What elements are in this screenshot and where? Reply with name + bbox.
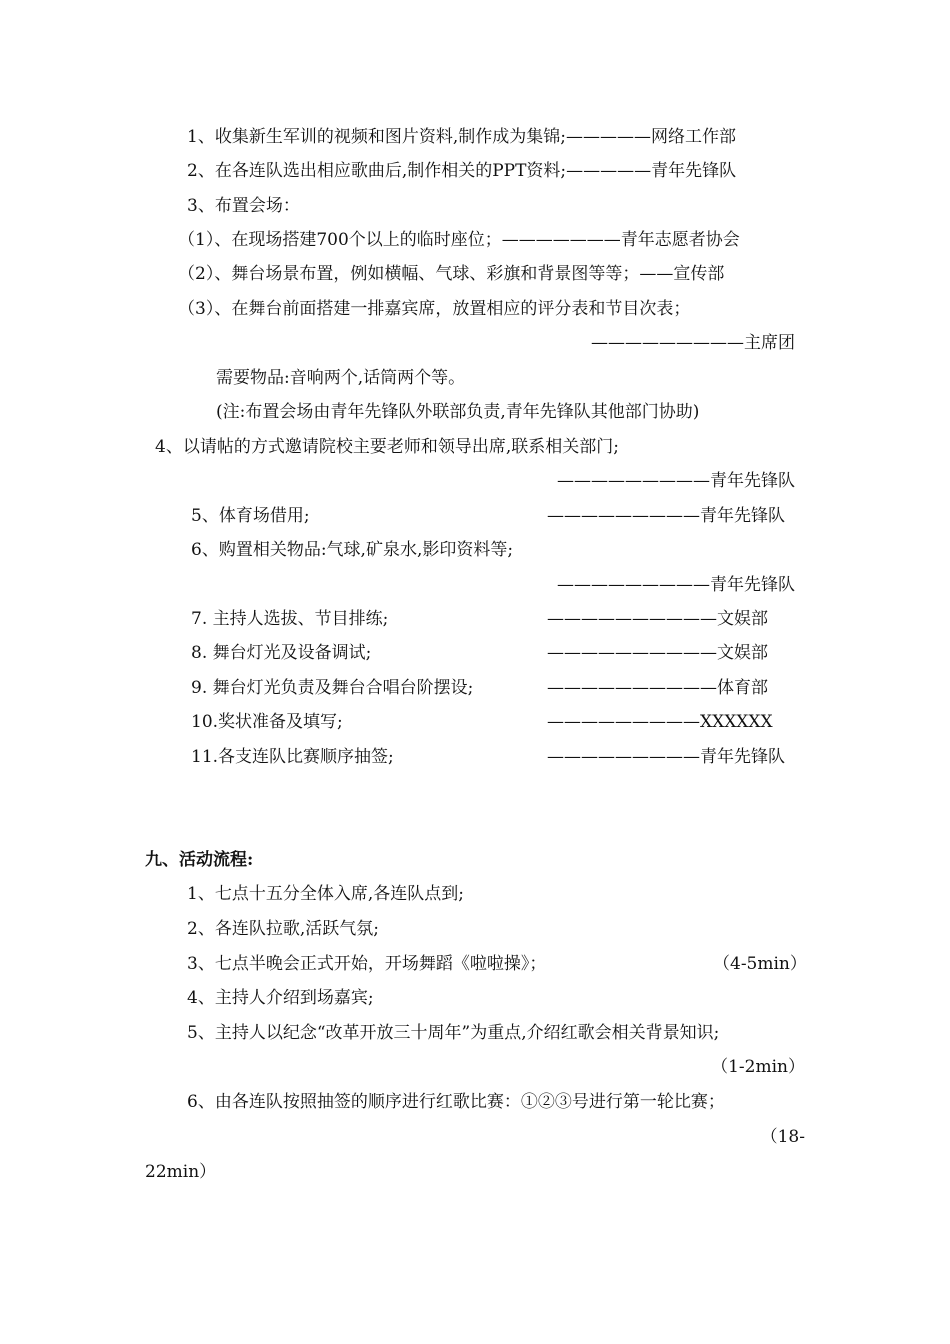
task-9-label: 9. 舞台灯光负责及舞台合唱台阶摆设; <box>191 678 474 698</box>
flow-step-2: 2、各连队拉歌,活跃气氛; <box>187 919 379 939</box>
task-3-3: （3）、在舞台前面搭建一排嘉宾席，放置相应的评分表和节目次表； <box>178 299 691 319</box>
task-11-label: 11.各支连队比赛顺序抽签; <box>191 747 394 767</box>
flow-step-6: 6、由各连队按照抽签的顺序进行红歌比赛：①②③号进行第一轮比赛； <box>187 1092 725 1112</box>
flow-step-6-time-a: （18- <box>760 1127 805 1147</box>
task-1: 1、收集新生军训的视频和图片资料,制作成为集锦;—————网络工作部 <box>187 127 736 147</box>
task-2: 2、在各连队选出相应歌曲后,制作相关的PPT资料;—————青年先锋队 <box>187 161 737 181</box>
task-11-owner: —————————青年先锋队 <box>547 747 785 767</box>
task-3-note: (注:布置会场由青年先锋队外联部负责,青年先锋队其他部门协助) <box>216 402 700 422</box>
task-7-label: 7. 主持人选拔、节目排练; <box>191 609 389 629</box>
task-8-label: 8. 舞台灯光及设备调试; <box>191 643 372 663</box>
task-10-label: 10.奖状准备及填写; <box>191 712 343 732</box>
task-5-label: 5、体育场借用; <box>191 506 310 526</box>
flow-step-5-time: （1-2min） <box>711 1057 805 1077</box>
task-9-owner: ——————————体育部 <box>547 678 768 698</box>
task-4: 4、以请帖的方式邀请院校主要老师和领导出席,联系相关部门; <box>155 437 619 457</box>
flow-step-3: 3、七点半晚会正式开始，开场舞蹈《啦啦操》； <box>187 954 547 974</box>
flow-step-5: 5、主持人以纪念“改革开放三十周年”为重点,介绍红歌会相关背景知识; <box>187 1023 720 1043</box>
task-7-owner: ——————————文娱部 <box>547 609 768 629</box>
task-3-2: （2）、舞台场景布置，例如横幅、气球、彩旗和背景图等等；——宣传部 <box>178 264 725 284</box>
flow-step-3-time: （4-5min） <box>713 954 807 974</box>
task-8-owner: ——————————文娱部 <box>547 643 768 663</box>
task-5-owner: —————————青年先锋队 <box>547 506 785 526</box>
task-3-needs: 需要物品:音响两个,话筒两个等。 <box>216 368 466 388</box>
section-heading: 九、活动流程: <box>145 850 254 870</box>
flow-step-1: 1、七点十五分全体入席,各连队点到; <box>187 884 464 904</box>
flow-step-6-time-b: 22min） <box>145 1162 217 1182</box>
task-3: 3、布置会场： <box>187 196 300 216</box>
task-4-owner: —————————青年先锋队 <box>557 471 795 491</box>
flow-step-4: 4、主持人介绍到场嘉宾; <box>187 988 374 1008</box>
task-6-owner: —————————青年先锋队 <box>557 575 795 595</box>
task-3-3-owner: —————————主席团 <box>591 333 795 353</box>
task-6: 6、购置相关物品:气球,矿泉水,影印资料等; <box>191 540 514 560</box>
task-3-1: （1）、在现场搭建700个以上的临时座位；———————青年志愿者协会 <box>178 230 740 250</box>
task-10-owner: —————————XXXXXX <box>547 712 773 732</box>
